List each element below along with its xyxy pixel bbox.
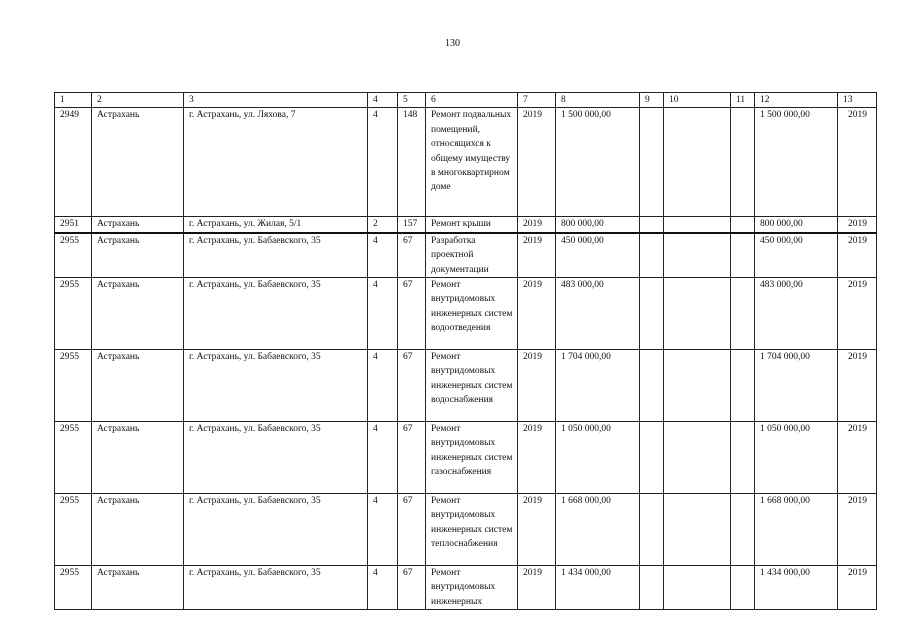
col-header-12: 12 bbox=[755, 93, 838, 108]
cell-year: 2019 bbox=[518, 233, 556, 278]
cell-col5: 67 bbox=[398, 278, 426, 350]
cell-col5: 67 bbox=[398, 566, 426, 610]
cell-col12: 800 000,00 bbox=[755, 217, 838, 233]
cell-col11 bbox=[731, 217, 755, 233]
cell-col5: 157 bbox=[398, 217, 426, 233]
cell-col9 bbox=[640, 217, 664, 233]
cell-total-cost: 1 668 000,00 bbox=[556, 494, 640, 566]
col-header-13: 13 bbox=[838, 93, 877, 108]
cell-work-type: Ремонт внутридомовых инженерных систем газоснабжения bbox=[426, 422, 518, 494]
col-header-10: 10 bbox=[664, 93, 731, 108]
cell-total-cost: 1 500 000,00 bbox=[556, 108, 640, 217]
cell-total-cost: 483 000,00 bbox=[556, 278, 640, 350]
cell-col4: 4 bbox=[368, 108, 398, 217]
cell-number: 2955 bbox=[55, 278, 92, 350]
repair-program-table bbox=[54, 92, 877, 610]
cell-municipality: Астрахань bbox=[92, 108, 184, 217]
cell-number: 2949 bbox=[55, 108, 92, 217]
cell-col10 bbox=[664, 494, 731, 566]
cell-number: 2951 bbox=[55, 217, 92, 233]
cell-total-cost: 450 000,00 bbox=[556, 233, 640, 278]
cell-col9 bbox=[640, 494, 664, 566]
cell-col4: 4 bbox=[368, 233, 398, 278]
cell-address: г. Астрахань, ул. Бабаевского, 35 bbox=[184, 278, 368, 350]
cell-col12: 1 668 000,00 bbox=[755, 494, 838, 566]
cell-total-cost: 800 000,00 bbox=[556, 217, 640, 233]
cell-col4: 2 bbox=[368, 217, 398, 233]
cell-number: 2955 bbox=[55, 494, 92, 566]
cell-address: г. Астрахань, ул. Бабаевского, 35 bbox=[184, 233, 368, 278]
cell-year: 2019 bbox=[518, 278, 556, 350]
cell-col9 bbox=[640, 422, 664, 494]
cell-address: г. Астрахань, ул. Бабаевского, 35 bbox=[184, 422, 368, 494]
cell-work-type: Ремонт подвальных помещений, относящихся к общему имуществу в многоквартирном доме bbox=[426, 108, 518, 217]
col-header-8: 8 bbox=[556, 93, 640, 108]
col-header-6: 6 bbox=[426, 93, 518, 108]
cell-work-type: Ремонт внутридомовых инженерных систем водоотведения bbox=[426, 278, 518, 350]
cell-work-type: Ремонт внутридомовых инженерных систем водоснабжения bbox=[426, 350, 518, 422]
cell-address: г. Астрахань, ул. Бабаевского, 35 bbox=[184, 350, 368, 422]
cell-col10 bbox=[664, 566, 731, 610]
cell-work-type: Ремонт внутридомовых инженерных bbox=[426, 566, 518, 610]
cell-number: 2955 bbox=[55, 350, 92, 422]
col-header-3: 3 bbox=[184, 93, 368, 108]
cell-col12: 1 500 000,00 bbox=[755, 108, 838, 217]
table-row bbox=[55, 217, 877, 233]
cell-number: 2955 bbox=[55, 233, 92, 278]
table-row bbox=[55, 278, 877, 350]
cell-col5: 67 bbox=[398, 233, 426, 278]
cell-work-type: Разработка проектной документации bbox=[426, 233, 518, 278]
cell-col9 bbox=[640, 566, 664, 610]
cell-col13: 2019 bbox=[838, 108, 877, 217]
cell-municipality: Астрахань bbox=[92, 233, 184, 278]
cell-col9 bbox=[640, 278, 664, 350]
cell-col11 bbox=[731, 278, 755, 350]
cell-col12: 1 704 000,00 bbox=[755, 350, 838, 422]
cell-year: 2019 bbox=[518, 422, 556, 494]
cell-municipality: Астрахань bbox=[92, 494, 184, 566]
cell-municipality: Астрахань bbox=[92, 278, 184, 350]
cell-col5: 67 bbox=[398, 350, 426, 422]
col-header-11: 11 bbox=[731, 93, 755, 108]
table-row bbox=[55, 233, 877, 278]
cell-municipality: Астрахань bbox=[92, 566, 184, 610]
cell-col12: 1 050 000,00 bbox=[755, 422, 838, 494]
cell-col4: 4 bbox=[368, 566, 398, 610]
cell-col13: 2019 bbox=[838, 422, 877, 494]
cell-work-type: Ремонт крыши bbox=[426, 217, 518, 233]
cell-col9 bbox=[640, 233, 664, 278]
cell-col13: 2019 bbox=[838, 494, 877, 566]
col-header-7: 7 bbox=[518, 93, 556, 108]
cell-col12: 483 000,00 bbox=[755, 278, 838, 350]
cell-col12: 450 000,00 bbox=[755, 233, 838, 278]
cell-col4: 4 bbox=[368, 278, 398, 350]
cell-col11 bbox=[731, 494, 755, 566]
header-row bbox=[55, 93, 877, 108]
col-header-4: 4 bbox=[368, 93, 398, 108]
table-row bbox=[55, 350, 877, 422]
cell-year: 2019 bbox=[518, 217, 556, 233]
cell-col13: 2019 bbox=[838, 233, 877, 278]
cell-col10 bbox=[664, 217, 731, 233]
cell-col13: 2019 bbox=[838, 217, 877, 233]
cell-col12: 1 434 000,00 bbox=[755, 566, 838, 610]
cell-col11 bbox=[731, 233, 755, 278]
table-row bbox=[55, 108, 877, 217]
cell-col4: 4 bbox=[368, 422, 398, 494]
cell-col5: 67 bbox=[398, 422, 426, 494]
table-row bbox=[55, 494, 877, 566]
cell-address: г. Астрахань, ул. Бабаевского, 35 bbox=[184, 494, 368, 566]
page-number: 130 bbox=[445, 38, 460, 49]
cell-address: г. Астрахань, ул. Бабаевского, 35 bbox=[184, 566, 368, 610]
cell-col9 bbox=[640, 108, 664, 217]
cell-col13: 2019 bbox=[838, 350, 877, 422]
table-row bbox=[55, 566, 877, 610]
cell-year: 2019 bbox=[518, 108, 556, 217]
cell-municipality: Астрахань bbox=[92, 217, 184, 233]
cell-col10 bbox=[664, 422, 731, 494]
cell-col5: 67 bbox=[398, 494, 426, 566]
col-header-9: 9 bbox=[640, 93, 664, 108]
col-header-1: 1 bbox=[55, 93, 92, 108]
cell-col10 bbox=[664, 350, 731, 422]
cell-total-cost: 1 050 000,00 bbox=[556, 422, 640, 494]
cell-total-cost: 1 434 000,00 bbox=[556, 566, 640, 610]
cell-col11 bbox=[731, 422, 755, 494]
cell-address: г. Астрахань, ул. Ляхова, 7 bbox=[184, 108, 368, 217]
cell-col4: 4 bbox=[368, 350, 398, 422]
cell-col13: 2019 bbox=[838, 566, 877, 610]
cell-col10 bbox=[664, 108, 731, 217]
cell-col9 bbox=[640, 350, 664, 422]
cell-number: 2955 bbox=[55, 422, 92, 494]
cell-year: 2019 bbox=[518, 566, 556, 610]
cell-col10 bbox=[664, 278, 731, 350]
cell-total-cost: 1 704 000,00 bbox=[556, 350, 640, 422]
cell-col11 bbox=[731, 566, 755, 610]
col-header-5: 5 bbox=[398, 93, 426, 108]
cell-work-type: Ремонт внутридомовых инженерных систем теплоснабжения bbox=[426, 494, 518, 566]
cell-col5: 148 bbox=[398, 108, 426, 217]
cell-number: 2955 bbox=[55, 566, 92, 610]
col-header-2: 2 bbox=[92, 93, 184, 108]
cell-col13: 2019 bbox=[838, 278, 877, 350]
cell-municipality: Астрахань bbox=[92, 422, 184, 494]
cell-year: 2019 bbox=[518, 494, 556, 566]
cell-col4: 4 bbox=[368, 494, 398, 566]
cell-col11 bbox=[731, 350, 755, 422]
cell-address: г. Астрахань, ул. Жилая, 5/1 bbox=[184, 217, 368, 233]
cell-municipality: Астрахань bbox=[92, 350, 184, 422]
cell-col10 bbox=[664, 233, 731, 278]
cell-col11 bbox=[731, 108, 755, 217]
cell-year: 2019 bbox=[518, 350, 556, 422]
table-row bbox=[55, 422, 877, 494]
